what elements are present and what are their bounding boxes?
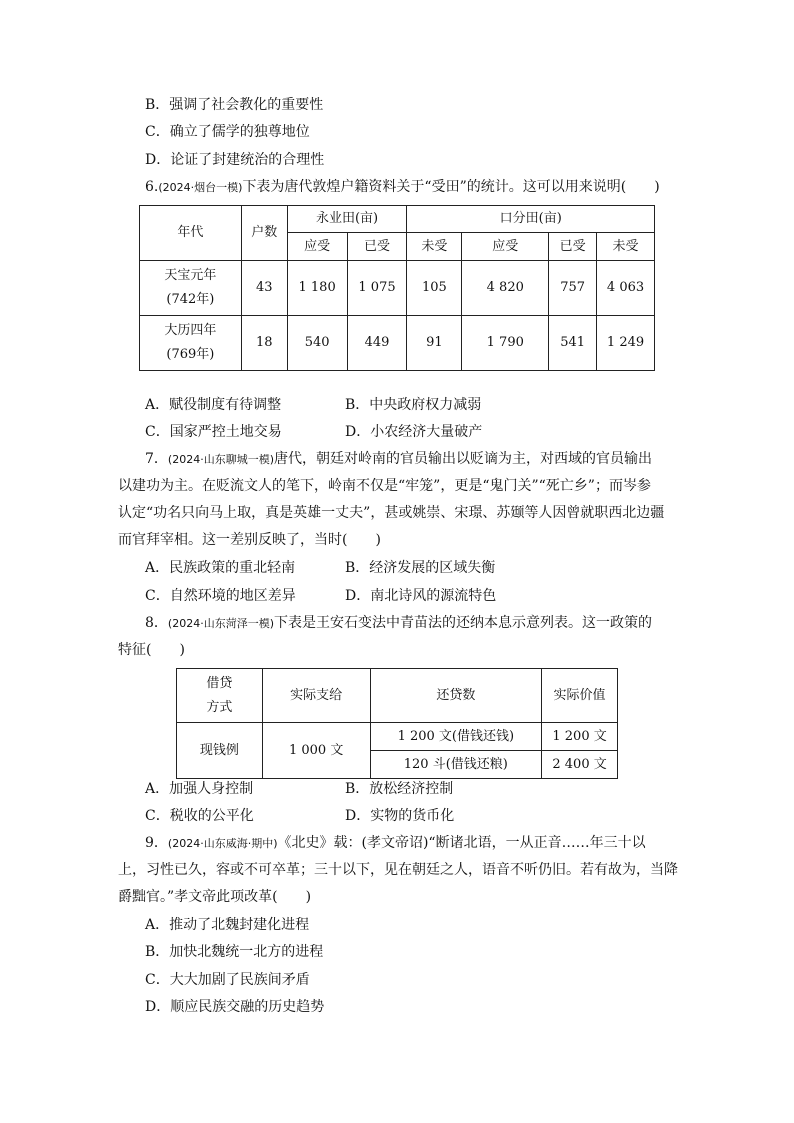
q9-stem-line2: 上，习性已久，容或不可卒革；三十以下，见在朝廷之人，语音不听仍旧。若有故为，当降 [118, 862, 678, 878]
q6-cell: 540 [287, 316, 347, 371]
table-row [140, 261, 655, 316]
q9-text: 《北史》载：(孝文帝诏)“断诸北语，一从正音……年三十以 [277, 835, 646, 851]
q8-value-cell: 1 200 文 [542, 723, 618, 751]
q8-option-d: D．实物的货币化 [345, 808, 455, 824]
q6-sub-header: 已受 [549, 233, 597, 261]
q8-number: 8． [145, 615, 168, 631]
q6-option-a: A．赋役制度有待调整 [145, 397, 282, 413]
q8-value-cell: 2 400 文 [542, 751, 618, 779]
q8-header-actual: 实际支给 [262, 669, 370, 723]
q6-header-koufen: 口分田(亩) [407, 206, 655, 233]
q7-option-a: A．民族政策的重北轻南 [145, 560, 296, 576]
q9-number: 9． [145, 835, 168, 851]
q6-cell: 4 063 [597, 261, 655, 316]
q9-source: (2024·山东威海·期中) [167, 837, 278, 850]
era-year: (742年) [166, 292, 215, 307]
q6-sub-header: 未受 [407, 233, 462, 261]
q5-option-b: B．强调了社会教化的重要性 [145, 97, 324, 113]
q6-cell: 449 [347, 316, 407, 371]
q6-sub-header: 应受 [287, 233, 347, 261]
q6-option-c: C．国家严控土地交易 [145, 424, 282, 440]
q7-stem-line3: 认定“功名只向马上取，真是英雄一丈夫”，甚或姚崇、宋璟、苏颋等人因曾就职西北边疆 [118, 505, 665, 521]
header-line: 方式 [206, 699, 233, 715]
q7-stem-line1 [145, 449, 652, 470]
q8-option-a: A．加强人身控制 [145, 781, 254, 797]
q6-header-households: 户数 [241, 206, 287, 261]
q7-stem-line4: 而官拜宰相。这一差别反映了，当时( ) [118, 532, 381, 548]
q6-cell: 105 [407, 261, 462, 316]
q7-source: (2024·山东聊城一模) [167, 453, 274, 466]
q7-stem-line2: 以建功为主。在贬流文人的笔下，岭南不仅是“牢笼”，更是“鬼门关”“死亡乡”；而岑参 [118, 478, 651, 494]
q9-option-a: A．推动了北魏封建化进程 [145, 917, 310, 933]
q6-era-cell [140, 261, 242, 316]
q9-stem-line3: 爵黜官。”孝文帝此项改革( ) [118, 889, 312, 905]
q6-cell: 4 820 [462, 261, 549, 316]
q8-stem-line1 [145, 613, 652, 634]
q7-option-d: D．南北诗风的源流特色 [345, 588, 497, 604]
q6-sub-header: 已受 [347, 233, 407, 261]
q6-sub-header: 未受 [597, 233, 655, 261]
q6-source: (2024·烟台一模) [158, 181, 243, 194]
q6-sub-header: 应受 [462, 233, 549, 261]
q5-option-d: D．论证了封建统治的合理性 [145, 152, 325, 168]
q7-option-c: C．自然环境的地区差异 [145, 588, 296, 604]
q6-cell: 1 180 [287, 261, 347, 316]
q6-cell: 91 [407, 316, 462, 371]
q8-repay-cell: 1 200 文(借钱还钱) [370, 723, 542, 751]
q8-table [176, 668, 618, 779]
q7-text: 唐代，朝廷对岭南的官员输出以贬谪为主，对西域的官员输出 [274, 451, 652, 467]
q9-option-c: C．大大加剧了民族间矛盾 [145, 972, 310, 988]
table-row [177, 723, 618, 751]
q6-text: 下表为唐代敦煌户籍资料关于“受田”的统计。这可以用来说明( ) [242, 179, 660, 195]
q8-method-cell: 现钱例 [177, 723, 263, 779]
q8-source: (2024·山东菏泽一模) [167, 617, 274, 630]
q8-header-method [177, 669, 263, 723]
q8-text: 下表是王安石变法中青苗法的还纳本息示意列表。这一政策的 [274, 615, 652, 631]
q7-option-b: B．经济发展的区域失衡 [345, 560, 496, 576]
q6-cell: 1 075 [347, 261, 407, 316]
q8-stem-line2: 特征( ) [118, 642, 185, 658]
table-row [140, 316, 655, 371]
era-year: (769年) [166, 347, 215, 362]
era-name: 天宝元年 [164, 268, 217, 283]
q6-cell: 541 [549, 316, 597, 371]
era-name: 大历四年 [164, 323, 217, 338]
q9-option-b: B．加快北魏统一北方的进程 [145, 944, 324, 960]
q6-option-b: B．中央政府权力减弱 [345, 397, 482, 413]
q8-option-b: B．放松经济控制 [345, 781, 454, 797]
q6-era-cell [140, 316, 242, 371]
q8-header-value: 实际价值 [542, 669, 618, 723]
q8-option-c: C．税收的公平化 [145, 808, 254, 824]
q6-table [139, 205, 655, 371]
q6-number: 6. [145, 179, 159, 195]
q6-cell: 1 249 [597, 316, 655, 371]
q8-header-repay: 还贷数 [370, 669, 542, 723]
q6-cell: 757 [549, 261, 597, 316]
q6-header-yongye: 永业田(亩) [287, 206, 407, 233]
q9-stem-line1 [145, 833, 646, 854]
q6-cell: 18 [241, 316, 287, 371]
header-line: 借贷 [206, 675, 233, 691]
q6-header-era: 年代 [140, 206, 242, 261]
q6-cell: 1 790 [462, 316, 549, 371]
q6-stem [145, 177, 660, 198]
q9-option-d: D．顺应民族交融的历史趋势 [145, 999, 325, 1015]
q8-given-cell: 1 000 文 [262, 723, 370, 779]
q6-cell: 43 [241, 261, 287, 316]
q5-option-c: C．确立了儒学的独尊地位 [145, 124, 310, 140]
q8-repay-cell: 120 斗(借钱还粮) [370, 751, 542, 779]
q6-option-d: D．小农经济大量破产 [345, 424, 483, 440]
q7-number: 7． [145, 451, 168, 467]
